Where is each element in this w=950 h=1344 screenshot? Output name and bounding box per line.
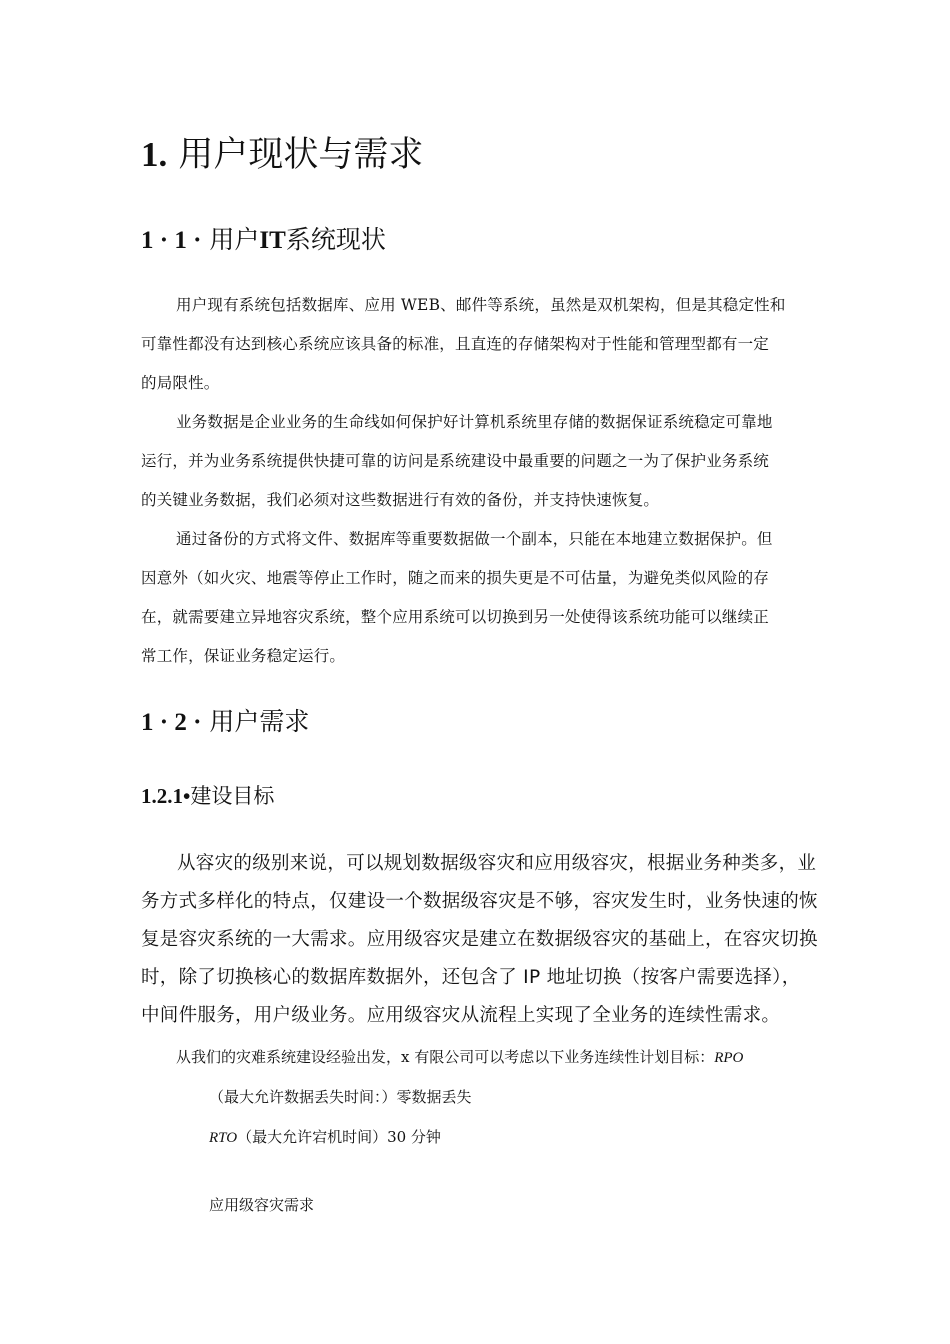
heading-1-2-number: 1 · 2 · [141, 709, 202, 736]
heading-1-number: 1. [141, 135, 168, 174]
heading-1-1-title-bold: IT [259, 227, 286, 254]
heading-1-2-1 [141, 782, 274, 810]
heading-1-title: 用户现状与需求 [178, 135, 424, 175]
rto-line [209, 1125, 441, 1150]
paragraph-line: 可靠性都没有达到核心系统应该具备的标准，且直连的存储架构对于性能和管理型都有一定 [141, 335, 770, 353]
goals-intro-line [176, 1045, 743, 1070]
rpo-description: （最大允许数据丢失时间：）零数据丢失 [209, 1088, 472, 1106]
heading-1-2-1-title: 建设目标 [190, 784, 275, 808]
paragraph-line: 时，除了切换核心的数据库数据外，还包含了 IP 地址切换（按客户需要选择）， [141, 967, 801, 988]
goals-intro: 从我们的灾难系统建设经验出发，x 有限公司可以考虑以下业务连续性计划目标： [176, 1048, 715, 1066]
heading-1-1-title-pre: 用户 [209, 225, 260, 254]
paragraph-line: 因意外（如火灾、地震等停止工作时，随之而来的损失更是不可估量，为避免类似风险的存 [141, 569, 770, 587]
paragraph-line: 在，就需要建立异地容灾系统，整个应用系统可以切换到另一处使得该系统功能可以继续正 [141, 608, 770, 626]
paragraph-line: 务方式多样化的特点，仅建设一个数据级容灾是不够，容灾发生时，业务快速的恢 [141, 891, 818, 912]
paragraph-line: 运行，并为业务系统提供快捷可靠的访问是系统建设中最重要的问题之一为了保护业务系统 [141, 452, 770, 470]
heading-1-1-number: 1 · 1 · [141, 227, 202, 254]
paragraph-line: 用户现有系统包括数据库、应用 WEB、邮件等系统，虽然是双机架构，但是其稳定性和 [176, 296, 786, 314]
heading-1-2 [141, 706, 309, 739]
heading-1-2-title: 用户需求 [209, 707, 310, 736]
heading-1-2-1-number: 1.2.1• [141, 784, 191, 808]
paragraph-line: 的局限性。 [141, 374, 220, 392]
paragraph-line: 业务数据是企业业务的生命线如何保护好计算机系统里存储的数据保证系统稳定可靠地 [176, 413, 773, 431]
rto-label: RTO [209, 1130, 238, 1146]
heading-1-1-title-post: 系统现状 [285, 225, 386, 254]
rpo-label: RPO [714, 1050, 744, 1066]
paragraph-line: 复是容灾系统的一大需求。应用级容灾是建立在数据级容灾的基础上，在容灾切换 [141, 929, 818, 950]
heading-1-1 [141, 224, 386, 257]
rto-description: （最大允许宕机时间）30 分钟 [237, 1128, 441, 1146]
paragraph-line: 的关键业务数据，我们必须对这些数据进行有效的备份，并支持快速恢复。 [141, 491, 660, 509]
paragraph-line: 通过备份的方式将文件、数据库等重要数据做一个副本，只能在本地建立数据保护。但 [176, 530, 773, 548]
heading-1 [141, 133, 423, 177]
paragraph-line: 从容灾的级别来说，可以规划数据级容灾和应用级容灾，根据业务种类多，业 [177, 853, 817, 874]
app-level-requirement: 应用级容灾需求 [209, 1196, 315, 1214]
paragraph-line: 中间件服务，用户级业务。应用级容灾从流程上实现了全业务的连续性需求。 [141, 1005, 781, 1026]
paragraph-line: 常工作，保证业务稳定运行。 [141, 647, 346, 665]
